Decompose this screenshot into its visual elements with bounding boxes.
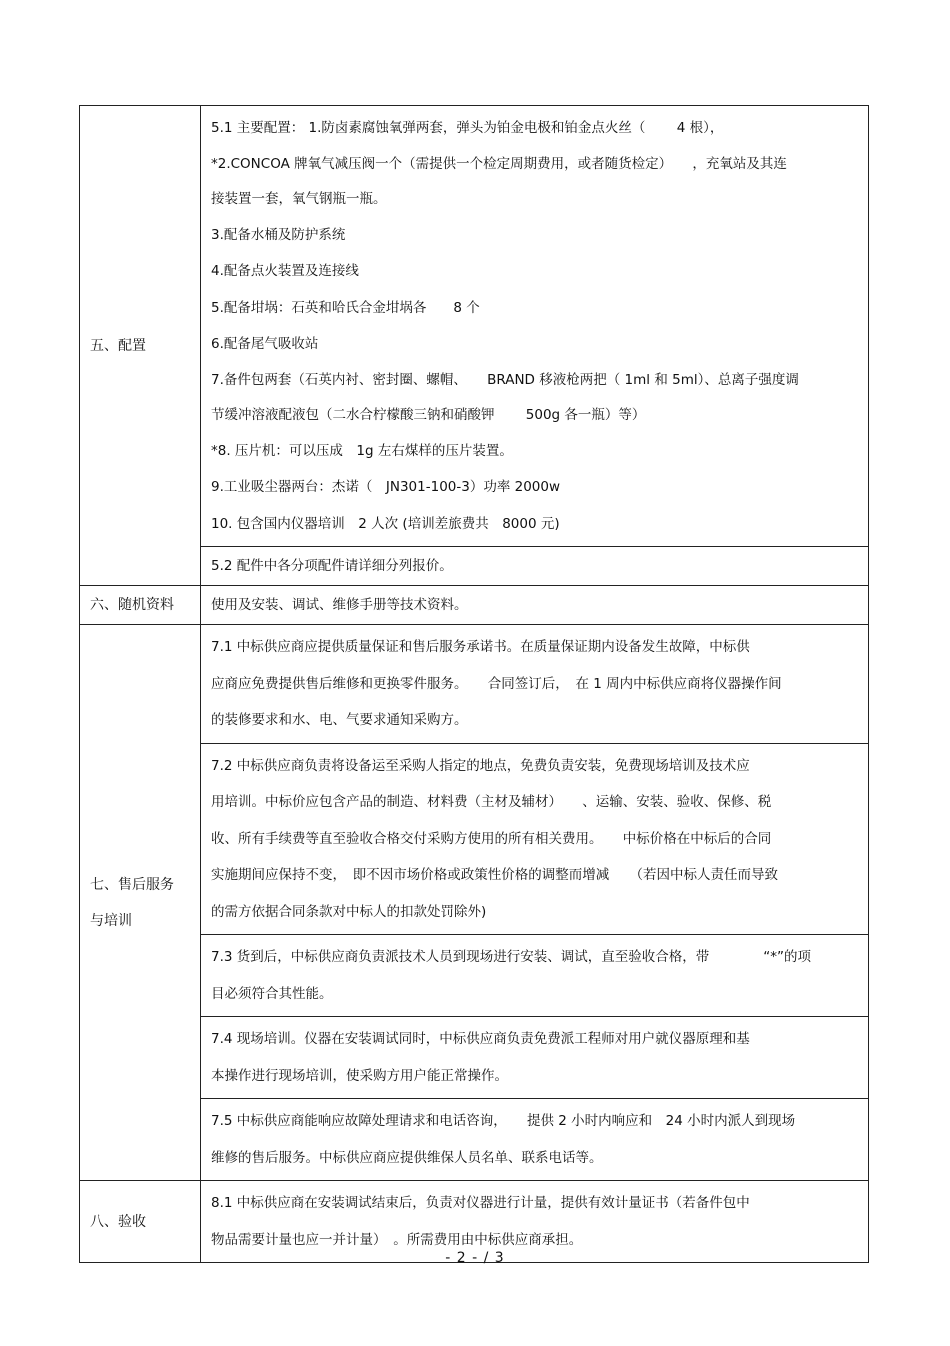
text-line: 7.4 现场培训。仪器在安装调试同时，中标供应商负责免费派工程师对用户就仪器原理和基 — [211, 1031, 750, 1047]
text-line: 使用及安装、调试、维修手册等技术资料。 — [211, 597, 468, 613]
section-7-cell-5 — [201, 1099, 869, 1181]
text-line: 本操作进行现场培训，使采购方用户能正常操作。 — [211, 1067, 508, 1084]
section-7-label — [80, 625, 201, 1181]
text-line: 7.2 中标供应商负责将设备运至采购人指定的地点，免费负责安装，免费现场培训及技术应 — [211, 757, 750, 774]
text-line: 7.3 货到后，中标供应商负责派技术人员到现场进行安装、调试，直至验收合格，带 “*”的项 — [211, 949, 811, 965]
section-7-cell-1 — [201, 625, 869, 744]
text-line: 3.配备水桶及防护系统 — [211, 226, 346, 243]
text-line: 7.5 中标供应商能响应故障处理请求和电话咨询， 提供 2 小时内响应和 24 小时内派人到现场 — [211, 1113, 796, 1129]
text-line: *2.CONCOA 牌氧气减压阀一个（需提供一个检定周期费用，或者随货检定） ，充氧站及其连 — [211, 155, 787, 172]
text-line: 实施期间应保持不变， 即不因市场价格或政策性价格的调整而增减 （若因中标人责任而导致 — [211, 867, 778, 883]
section-5-label-text: 五、配置 — [90, 337, 146, 354]
text-line: 的装修要求和水、电、气要求通知采购方。 — [211, 712, 468, 728]
text-line: 5.2 配件中各分项配件请详细分列报价。 — [211, 558, 453, 574]
text-line: 节缓冲溶液配液包（二水合柠檬酸三钠和硝酸钾 500g 各一瓶）等） — [211, 406, 646, 423]
text-line: 的需方依据合同条款对中标人的扣款处罚除外) — [211, 903, 487, 920]
section-7-cell-3 — [201, 935, 869, 1017]
text-line: 5.配备坩埚：石英和哈氏合金坩埚各 8 个 — [211, 299, 480, 316]
text-line: 5.1 主要配置： 1.防卤素腐蚀氧弹两套，弹头为铂金电极和铂金点火丝（ 4 根）， — [211, 120, 724, 136]
text-line: 8.1 中标供应商在安装调试结束后，负责对仪器进行计量，提供有效计量证书（若备件包中 — [211, 1195, 750, 1211]
text-line: 应商应免费提供售后维修和更换零件服务。 合同签订后， 在 1 周内中标供应商将仪器操作间 — [211, 675, 782, 692]
text-line: 用培训。中标价应包含产品的制造、材料费（主材及辅材） 、运输、安装、验收、保修、税 — [211, 794, 772, 810]
text-line: 6.配备尾气吸收站 — [211, 336, 319, 352]
text-line: *8. 压片机：可以压成 1g 左右煤样的压片装置。 — [211, 442, 513, 459]
section-7-label-line-2: 与培训 — [90, 912, 132, 929]
section-6-cell — [201, 586, 869, 625]
text-line: 4.配备点火装置及连接线 — [211, 263, 359, 279]
section-7-cell-2 — [201, 743, 869, 935]
section-5-label — [80, 106, 201, 586]
text-line: 目必须符合其性能。 — [211, 985, 333, 1002]
text-line: 收、所有手续费等直至验收合格交付采购方使用的所有相关费用。 中标价格在中标后的合同 — [211, 830, 772, 847]
section-5-cell-1 — [201, 106, 869, 547]
text-line: 7.备件包两套（石英内衬、密封圈、螺帽、 BRAND 移液枪两把（ 1ml 和 5ml）、总离子强度调 — [211, 371, 799, 388]
section-7-label-line-1: 七、售后服务 — [90, 876, 174, 893]
section-7-row-1 — [80, 625, 869, 744]
section-6-label-text: 六、随机资料 — [90, 597, 174, 613]
text-line: 物品需要计量也应一并计量） 。所需费用由中标供应商承担。 — [211, 1231, 583, 1248]
section-5-row-1 — [80, 106, 869, 547]
spec-table — [79, 105, 869, 1263]
section-6-label — [80, 586, 201, 625]
text-line: 维修的售后服务。中标供应商应提供维保人员名单、联系电话等。 — [211, 1149, 603, 1166]
page-number: - 2 - / 3 — [445, 1250, 505, 1266]
text-line: 7.1 中标供应商应提供质量保证和售后服务承诺书。在质量保证期内设备发生故障，中标供 — [211, 639, 750, 655]
section-6-row — [80, 586, 869, 625]
text-line: 接装置一套，氧气钢瓶一瓶。 — [211, 190, 387, 207]
text-line: 9.工业吸尘器两台：杰诺（ JN301-100-3）功率 2000w — [211, 479, 561, 495]
section-5-cell-2 — [201, 547, 869, 586]
section-7-cell-4 — [201, 1017, 869, 1099]
text-line: 10. 包含国内仪器培训 2 人次 (培训差旅费共 8000 元) — [211, 515, 560, 532]
section-8-label-text: 八、验收 — [90, 1213, 146, 1230]
